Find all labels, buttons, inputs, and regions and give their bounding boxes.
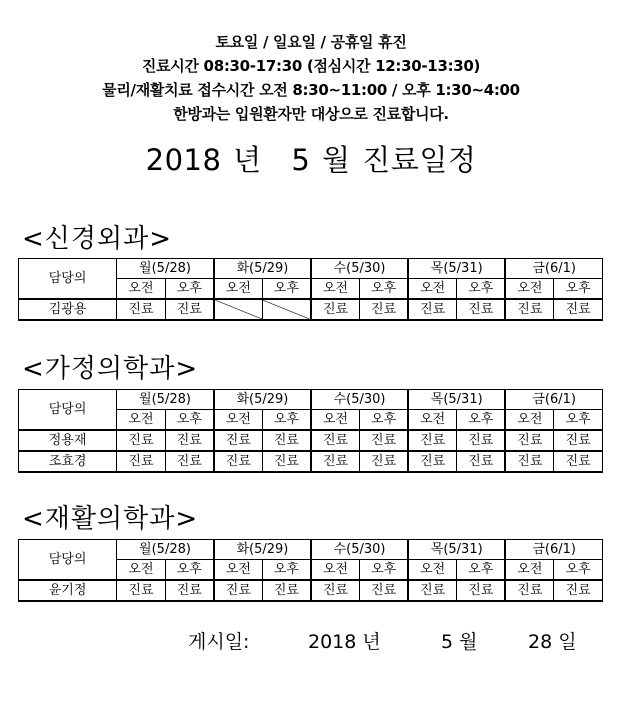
am-header: 오전 bbox=[505, 279, 554, 300]
day-fri: 금(6/1) bbox=[505, 390, 602, 410]
pm-header: 오후 bbox=[554, 279, 603, 300]
slot-cell: 진료 bbox=[311, 299, 360, 320]
slot-cell: 진료 bbox=[311, 580, 360, 601]
section-title-neurosurgery: <신경외과> bbox=[22, 224, 173, 254]
day-wed: 수(5/30) bbox=[311, 540, 408, 560]
day-thu: 목(5/31) bbox=[408, 390, 505, 410]
slot-cell: 진료 bbox=[117, 430, 166, 451]
slot-cell: 진료 bbox=[214, 580, 263, 601]
pm-header: 오후 bbox=[165, 279, 214, 300]
pm-header: 오후 bbox=[554, 560, 603, 581]
slot-cell: 진료 bbox=[117, 451, 166, 472]
doctor-row bbox=[19, 580, 603, 601]
clinic-hours-notice: 진료시간 08:30-17:30 (점심시간 12:30-13:30) bbox=[141, 57, 481, 75]
day-header-row bbox=[19, 390, 603, 410]
am-header: 오전 bbox=[311, 560, 360, 581]
slot-cell: 진료 bbox=[311, 451, 360, 472]
am-header: 오전 bbox=[505, 560, 554, 581]
slot-cell: 진료 bbox=[554, 430, 603, 451]
slot-cell: 진료 bbox=[457, 299, 506, 320]
pm-header: 오후 bbox=[360, 279, 409, 300]
slot-cell: 진료 bbox=[165, 430, 214, 451]
doctor-header: 담당의 bbox=[19, 390, 117, 431]
day-tue: 화(5/29) bbox=[214, 259, 311, 279]
am-header: 오전 bbox=[214, 279, 263, 300]
doctor-name: 정용재 bbox=[19, 430, 117, 451]
am-header: 오전 bbox=[505, 410, 554, 431]
day-thu: 목(5/31) bbox=[408, 540, 505, 560]
am-header: 오전 bbox=[117, 560, 166, 581]
slot-cell: 진료 bbox=[408, 299, 457, 320]
pm-header: 오후 bbox=[262, 560, 311, 581]
slot-cell: 진료 bbox=[165, 580, 214, 601]
am-header: 오전 bbox=[214, 410, 263, 431]
slot-cell: 진료 bbox=[165, 299, 214, 320]
closed-slot bbox=[262, 299, 311, 320]
pm-header: 오후 bbox=[457, 560, 506, 581]
slot-cell: 진료 bbox=[554, 299, 603, 320]
slot-cell: 진료 bbox=[408, 451, 457, 472]
day-mon: 월(5/28) bbox=[117, 259, 214, 279]
am-header: 오전 bbox=[311, 410, 360, 431]
title-month: 5 월 bbox=[291, 143, 351, 177]
slot-cell: 진료 bbox=[360, 430, 409, 451]
posted-year: 2018 년 bbox=[308, 631, 381, 653]
closed-days-notice: 토요일 / 일요일 / 공휴일 휴진 bbox=[215, 33, 407, 51]
day-mon: 월(5/28) bbox=[117, 390, 214, 410]
am-header: 오전 bbox=[117, 410, 166, 431]
day-mon: 월(5/28) bbox=[117, 540, 214, 560]
notice-header bbox=[0, 30, 622, 126]
slot-cell: 진료 bbox=[262, 430, 311, 451]
slot-cell: 진료 bbox=[457, 451, 506, 472]
slot-cell: 진료 bbox=[117, 580, 166, 601]
closed-slot bbox=[214, 299, 263, 320]
am-header: 오전 bbox=[408, 560, 457, 581]
slot-cell: 진료 bbox=[214, 430, 263, 451]
title-label: 진료일정 bbox=[362, 143, 477, 177]
day-thu: 목(5/31) bbox=[408, 259, 505, 279]
pm-header: 오후 bbox=[165, 560, 214, 581]
pm-header: 오후 bbox=[360, 560, 409, 581]
slot-cell: 진료 bbox=[262, 451, 311, 472]
doctor-name: 조효경 bbox=[19, 451, 117, 472]
pm-header: 오후 bbox=[165, 410, 214, 431]
doctor-name: 윤기정 bbox=[19, 580, 117, 601]
pm-header: 오후 bbox=[262, 410, 311, 431]
therapy-hours-notice: 물리/재활치료 접수시간 오전 8:30~11:00 / 오후 1:30~4:00 bbox=[102, 81, 520, 99]
slot-cell: 진료 bbox=[311, 430, 360, 451]
am-header: 오전 bbox=[214, 560, 263, 581]
slot-cell: 진료 bbox=[165, 451, 214, 472]
pm-header: 오후 bbox=[360, 410, 409, 431]
slot-cell: 진료 bbox=[262, 580, 311, 601]
schedule-table-rehab-medicine bbox=[18, 539, 603, 602]
slot-cell: 진료 bbox=[457, 580, 506, 601]
slot-cell: 진료 bbox=[505, 430, 554, 451]
schedule-table-neurosurgery bbox=[18, 258, 603, 321]
day-tue: 화(5/29) bbox=[214, 390, 311, 410]
day-wed: 수(5/30) bbox=[311, 390, 408, 410]
doctor-header: 담당의 bbox=[19, 259, 117, 300]
day-header-row bbox=[19, 259, 603, 279]
am-header: 오전 bbox=[408, 410, 457, 431]
pm-header: 오후 bbox=[457, 410, 506, 431]
pm-header: 오후 bbox=[457, 279, 506, 300]
slot-cell: 진료 bbox=[408, 430, 457, 451]
slot-cell: 진료 bbox=[360, 299, 409, 320]
slot-cell: 진료 bbox=[554, 451, 603, 472]
slot-cell: 진료 bbox=[505, 580, 554, 601]
day-wed: 수(5/30) bbox=[311, 259, 408, 279]
doctor-row bbox=[19, 430, 603, 451]
title-year: 2018 년 bbox=[145, 143, 262, 177]
slot-cell: 진료 bbox=[505, 451, 554, 472]
slot-cell: 진료 bbox=[360, 580, 409, 601]
slot-cell: 진료 bbox=[214, 451, 263, 472]
doctor-row bbox=[19, 299, 603, 320]
doctor-name: 김광용 bbox=[19, 299, 117, 320]
slot-cell: 진료 bbox=[554, 580, 603, 601]
pm-header: 오후 bbox=[554, 410, 603, 431]
day-fri: 금(6/1) bbox=[505, 259, 602, 279]
day-tue: 화(5/29) bbox=[214, 540, 311, 560]
slot-cell: 진료 bbox=[505, 299, 554, 320]
slot-cell: 진료 bbox=[457, 430, 506, 451]
oriental-medicine-notice: 한방과는 입원환자만 대상으로 진료합니다. bbox=[173, 105, 449, 123]
day-fri: 금(6/1) bbox=[505, 540, 602, 560]
slot-cell: 진료 bbox=[117, 299, 166, 320]
am-header: 오전 bbox=[117, 279, 166, 300]
slot-cell: 진료 bbox=[408, 580, 457, 601]
am-header: 오전 bbox=[408, 279, 457, 300]
posted-label: 게시일: bbox=[188, 631, 250, 653]
slot-cell: 진료 bbox=[360, 451, 409, 472]
doctor-row bbox=[19, 451, 603, 472]
section-title-rehab-medicine: <재활의학과> bbox=[22, 504, 199, 534]
posted-month: 5 월 bbox=[441, 631, 478, 653]
am-header: 오전 bbox=[311, 279, 360, 300]
section-title-family-medicine: <가정의학과> bbox=[22, 354, 199, 384]
pm-header: 오후 bbox=[262, 279, 311, 300]
page-title bbox=[0, 138, 622, 179]
day-header-row bbox=[19, 540, 603, 560]
posted-day: 28 일 bbox=[528, 631, 577, 653]
schedule-table-family-medicine bbox=[18, 389, 603, 473]
doctor-header: 담당의 bbox=[19, 540, 117, 581]
